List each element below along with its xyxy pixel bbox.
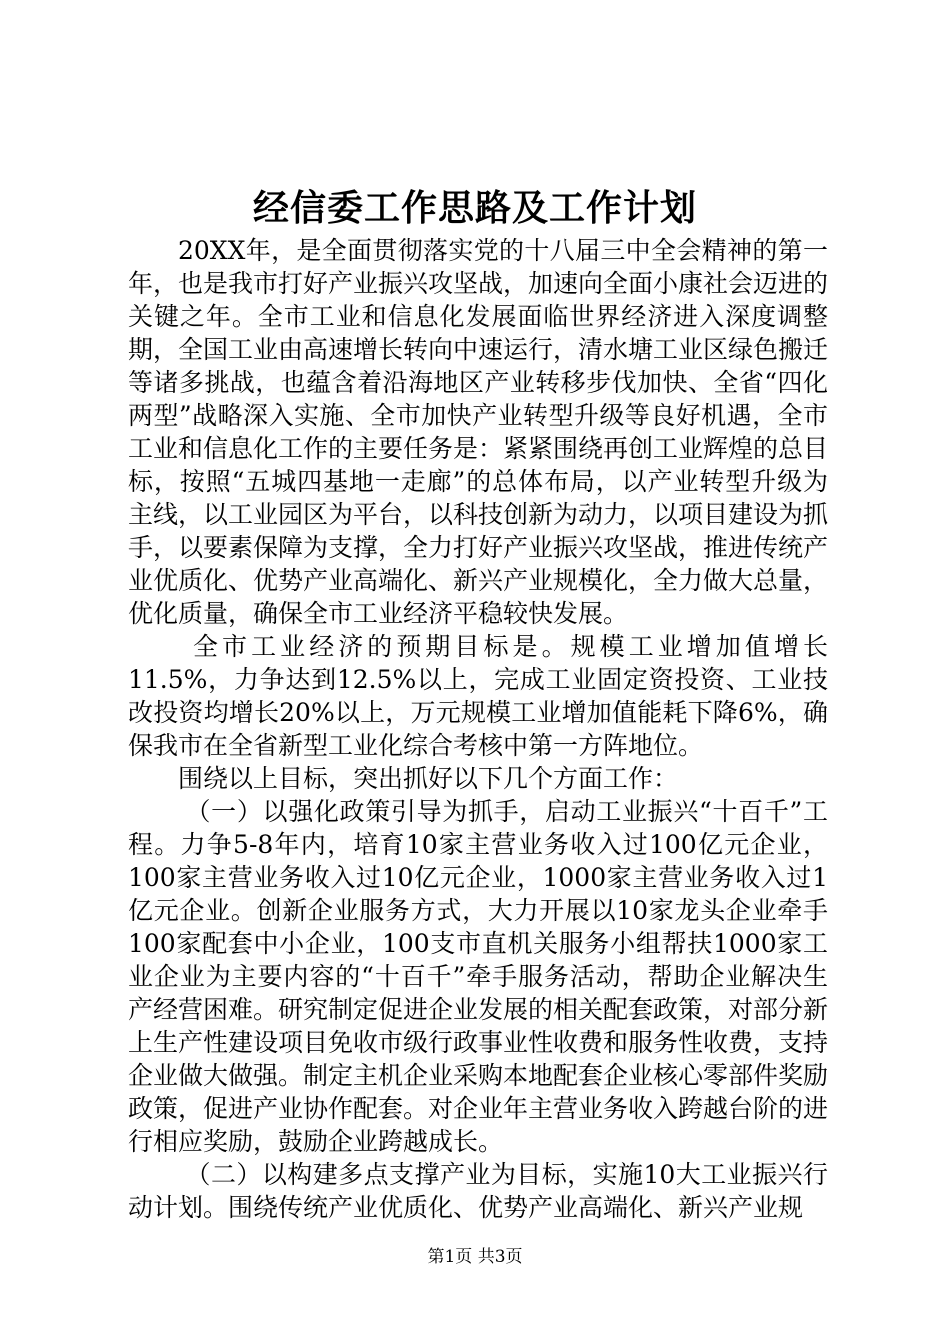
- paragraph-intro: 20XX年，是全面贯彻落实党的十八届三中全会精神的第一年，也是我市打好产业振兴攻坚战，加速向全面小康社会迈进的关键之年。全市工业和信息化发展面临世界经济进入深度调整期，全国工业由高速增长转向中速运行，清水塘工业区绿色搬迁等诸多挑战，也蕴含着沿海地区产业转移步伐加快、全省“四化两型”战略深入实施、全市加快产业转型升级等良好机遇，全市工业和信息化工作的主要任务是：紧紧围绕再创工业辉煌的总目标，按照“五城四基地一走廊”的总体布局，以产业转型升级为主线，以工业园区为平台，以科技创新为动力，以项目建设为抓手，以要素保障为支撑，全力打好产业振兴攻坚战，推进传统产业优质化、优势产业高端化、新兴产业规模化，全力做大总量，优化质量，确保全市工业经济平稳较快发展。: [128, 236, 829, 628]
- document-body: [128, 234, 828, 1224]
- paragraph-focus: 围绕以上目标，突出抓好以下几个方面工作：: [178, 764, 679, 793]
- paragraph-section-1: （一）以强化政策引导为抓手，启动工业振兴“十百千”工程。力争5-8年内，培育10家主营业务收入过100亿元企业，100家主营业务收入过10亿元企业，1000家主营业务收入过1亿元企业。创新企业服务方式，大力开展以10家龙头企业牵手100家配套中小企业，100支市直机关服务小组帮扶1000家工业企业为主要内容的“十百千”牵手服务活动，帮助企业解决生产经营困难。研究制定促进企业发展的相关配套政策，对部分新上生产性建设项目免收市级行政事业性收费和服务性收费，支持企业做大做强。制定主机企业采购本地配套企业核心零部件奖励政策，促进产业协作配套。对企业年主营业务收入跨越台阶的进行相应奖励，鼓励企业跨越成长。: [128, 797, 829, 1156]
- paragraph-targets: 全市工业经济的预期目标是。规模工业增加值增长11.5%，力争达到12.5%以上，完成工业固定资投资、工业技改投资均增长20%以上，万元规模工业增加值能耗下降6%，确保我市在全省新型工业化综合考核中第一方阵地位。: [128, 632, 828, 760]
- paragraph-section-2: （二）以构建多点支撑产业为目标，实施10大工业振兴行动计划。围绕传统产业优质化、优势产业高端化、新兴产业规: [128, 1160, 828, 1222]
- page-footer: 第1页 共3页: [427, 1247, 523, 1267]
- document-title: 经信委工作思路及工作计划: [252, 187, 697, 229]
